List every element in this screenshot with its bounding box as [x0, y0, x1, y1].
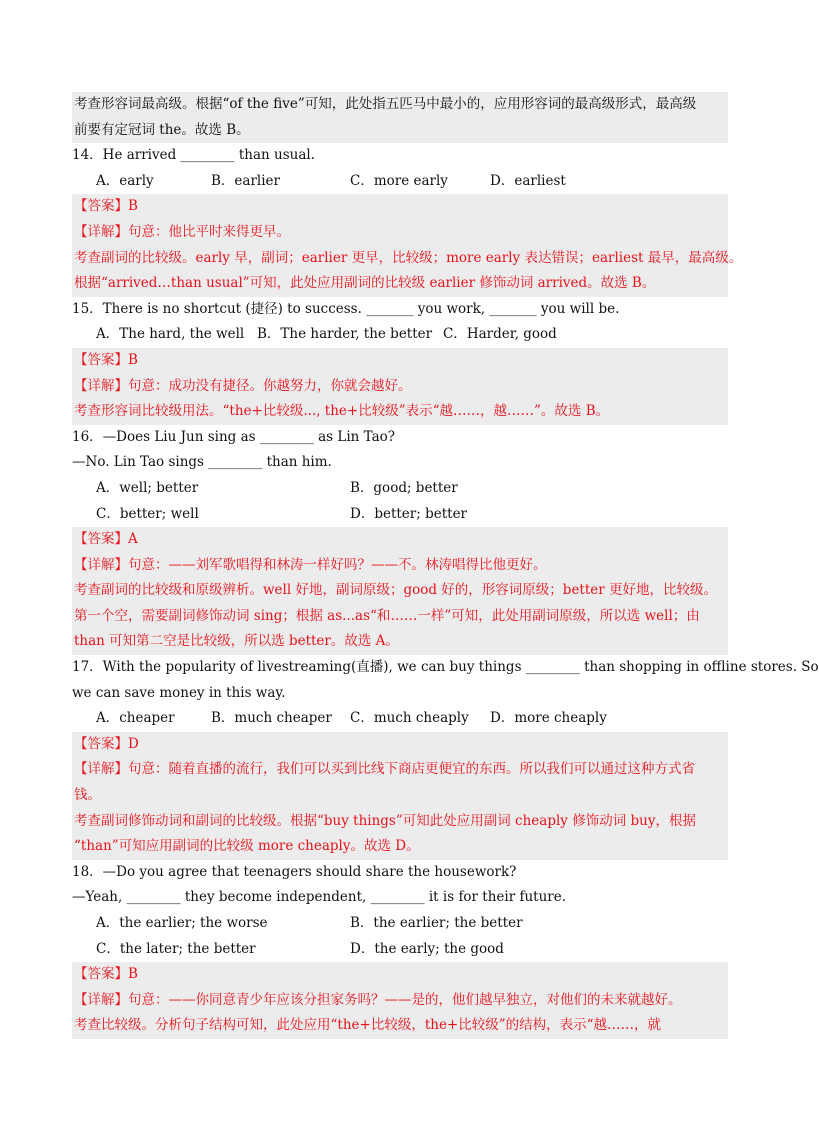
explanation-line: 考查副词的比较级和原级辨析。well 好地，副词原级；good 好的，形容词原级；better 更好地，比较级。 [72, 578, 728, 604]
option-c: C．better; well [96, 505, 199, 522]
question-14-stem: 14．He arrived ________ than usual. [72, 147, 315, 164]
option-a: A．The hard, the well [96, 326, 245, 343]
option-d: D．more cheaply [490, 710, 607, 727]
question-15-stem: 15．There is no shortcut (捷径) to success. _______ you work, _______ you will be. [72, 300, 620, 317]
question-14-options [72, 169, 728, 195]
option-a: A．the earlier; the worse [96, 915, 268, 931]
question-16-stem: —No. Lin Tao sings ________ than him. [72, 454, 332, 471]
option-b: B．the earlier; the better [350, 915, 523, 931]
option-b: B．The harder, the better [257, 326, 433, 343]
option-a: A．early [96, 172, 154, 189]
detail-line: 钱。 [72, 783, 728, 809]
answer-label: 【答案】B [72, 348, 728, 374]
detail-line: 【详解】句意：随着直播的流行，我们可以买到比线下商店更便宜的东西。所以我们可以通过这种方式省 [72, 757, 728, 783]
explanation-line: 考查形容词比较级用法。“the+比较级..., the+比较级”表示“越……，越……”。故选 B。 [72, 399, 728, 425]
answer-label: 【答案】B [72, 194, 728, 220]
document-page [72, 92, 819, 1039]
option-b: B．earlier [211, 172, 280, 189]
option-d: D．the early; the good [350, 940, 504, 957]
explanation-line: “than”可知应用副词的比较级 more cheaply。故选 D。 [72, 834, 728, 860]
question-18-stem: 18．—Do you agree that teenagers should share the housework? [72, 863, 517, 880]
answer-label: 【答案】A [72, 527, 728, 553]
explanation-line: 考查副词修饰动词和副词的比较级。根据“buy things”可知此处应用副词 cheaply 修饰动词 buy，根据 [72, 809, 728, 835]
answer-label: 【答案】D [72, 732, 728, 758]
question-16-stem: 16．—Does Liu Jun sing as ________ as Lin Tao? [72, 428, 396, 445]
option-c: C．Harder, good [443, 326, 557, 343]
option-c: C．much cheaply [350, 710, 469, 727]
option-d: D．earliest [490, 172, 566, 189]
question-18-options [72, 911, 728, 937]
detail-line: 【详解】句意：——刘军歌唱得和林涛一样好吗？——不。林涛唱得比他更好。 [72, 553, 728, 579]
detail-line: 【详解】句意：成功没有捷径。你越努力，你就会越好。 [72, 374, 728, 400]
explanation-line: 考查副词的比较级。early 早，副词；earlier 更早，比较级；more early 表达错误；earliest 最早，最高级。 [72, 246, 728, 272]
question-16-options [72, 476, 728, 502]
question-18-options [72, 937, 728, 963]
option-b: B．much cheaper [211, 710, 332, 727]
detail-line: 【详解】句意：——你同意青少年应该分担家务吗？——是的，他们越早独立，对他们的未来就越好。 [72, 988, 728, 1014]
option-c: C．more early [350, 172, 448, 189]
detail-line: 【详解】句意：他比平时来得更早。 [72, 220, 728, 246]
explanation-line: 第一个空，需要副词修饰动词 sing；根据 as...as“和……一样”可知，此处用副词原级，所以选 well；由 [72, 604, 728, 630]
question-17-options [72, 706, 728, 732]
answer-label: 【答案】B [72, 962, 728, 988]
question-18-stem: —Yeah, ________ they become independent, ________ it is for their future. [72, 889, 567, 906]
question-17-stem: 17．With the popularity of livestreaming(直播), we can buy things ________ than shopping in offline stores. So [72, 659, 819, 676]
explanation-line: than 可知第二空是比较级，所以选 better。故选 A。 [72, 629, 728, 655]
option-a: A．cheaper [96, 710, 175, 727]
explanation-line: 前要有定冠词 the。故选 B。 [72, 118, 728, 144]
option-b: B．good; better [350, 479, 458, 496]
question-15-options [72, 322, 728, 348]
explanation-line: 考查比较级。分析句子结构可知，此处应用“the+比较级，the+比较级”的结构，表示“越……，就 [72, 1013, 728, 1039]
explanation-line: 考查形容词最高级。根据“of the five”可知，此处指五匹马中最小的，应用形容词的最高级形式，最高级 [72, 92, 728, 118]
explanation-line: 根据“arrived…than usual”可知，此处应用副词的比较级 earlier 修饰动词 arrived。故选 B。 [72, 271, 728, 297]
option-c: C．the later; the better [96, 940, 256, 957]
question-16-options [72, 502, 728, 528]
option-d: D．better; better [350, 505, 468, 522]
question-17-stem: we can save money in this way. [72, 684, 286, 701]
option-a: A．well; better [96, 479, 199, 496]
